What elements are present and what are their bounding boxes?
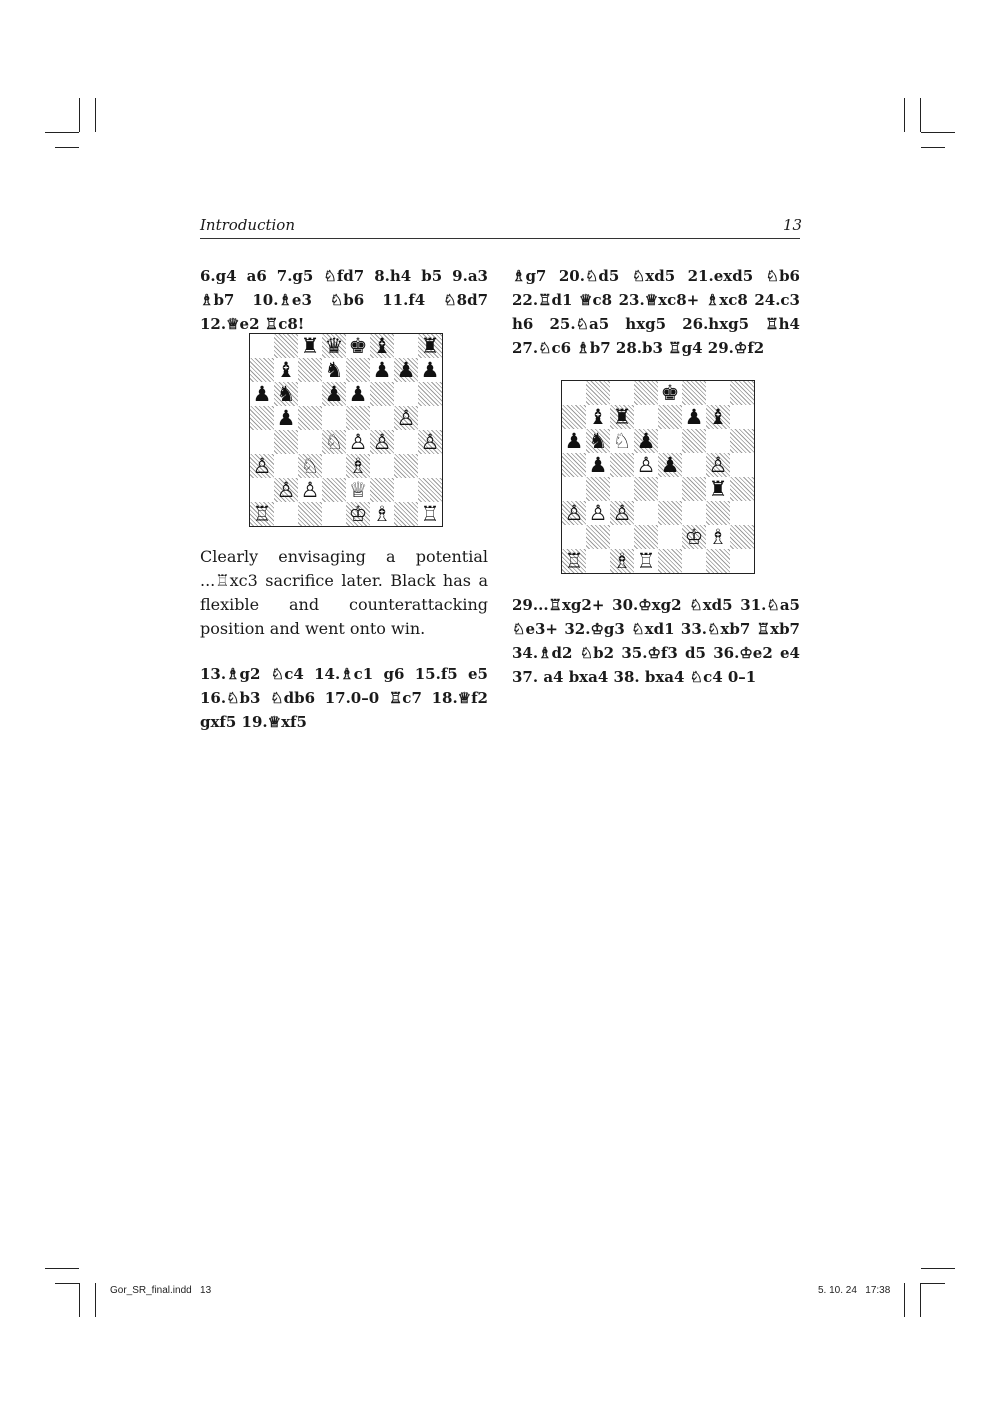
white-king-icon: ♔ [346, 502, 370, 526]
board-square [370, 406, 394, 430]
board-square [418, 478, 442, 502]
black-pawn-icon: ♟ [370, 358, 394, 382]
board-square [634, 381, 658, 405]
board-square [394, 430, 418, 454]
chess-diagram [249, 333, 443, 527]
black-pawn-icon: ♟ [346, 382, 370, 406]
board-square [562, 381, 586, 405]
black-bishop-icon: ♝ [586, 405, 610, 429]
board-square [370, 382, 394, 406]
board-square [418, 406, 442, 430]
black-bishop-icon: ♝ [370, 334, 394, 358]
crop-mark [45, 1268, 79, 1269]
board-square [658, 405, 682, 429]
white-queen-icon: ♕ [346, 478, 370, 502]
slug-date-info: 5. 10. 24 17:38 [818, 1285, 891, 1296]
board-square [610, 381, 634, 405]
board-square [658, 525, 682, 549]
board-square [346, 406, 370, 430]
board-square [394, 502, 418, 526]
board-square [658, 429, 682, 453]
crop-mark [921, 1268, 955, 1269]
black-knight-icon: ♞ [322, 358, 346, 382]
board-square [250, 406, 274, 430]
board-square [730, 381, 754, 405]
white-pawn-icon: ♙ [346, 430, 370, 454]
black-queen-icon: ♛ [322, 334, 346, 358]
header-rule [200, 238, 800, 239]
black-pawn-icon: ♟ [418, 358, 442, 382]
left-column-prose [200, 545, 488, 641]
right-column-moves [512, 593, 800, 689]
white-pawn-icon: ♙ [634, 453, 658, 477]
crop-mark [79, 98, 80, 132]
crop-mark [921, 1283, 945, 1284]
board-square [730, 429, 754, 453]
board-square [418, 454, 442, 478]
move-text: 13.♗g2 ♘c4 14.♗c1 g6 15.f5 e5 16.♘b3 ♘db6 17.0–0 ♖c7 18.♕f2 gxf5 19.♕xf5 [200, 665, 488, 731]
black-pawn-icon: ♟ [250, 382, 274, 406]
board-square [658, 477, 682, 501]
board-square [730, 525, 754, 549]
white-bishop-icon: ♗ [610, 549, 634, 573]
board-square [730, 453, 754, 477]
black-pawn-icon: ♟ [562, 429, 586, 453]
white-rook-icon: ♖ [562, 549, 586, 573]
board-square [634, 405, 658, 429]
board-square [586, 477, 610, 501]
board-square [322, 406, 346, 430]
black-king-icon: ♚ [346, 334, 370, 358]
white-pawn-icon: ♙ [298, 478, 322, 502]
white-pawn-icon: ♙ [370, 430, 394, 454]
board-square [394, 382, 418, 406]
board-square [730, 405, 754, 429]
board-square [634, 525, 658, 549]
white-rook-icon: ♖ [634, 549, 658, 573]
white-knight-icon: ♘ [322, 430, 346, 454]
board-square [346, 358, 370, 382]
crop-mark [95, 1283, 96, 1317]
board-square [370, 478, 394, 502]
board-square [658, 501, 682, 525]
board-square [274, 334, 298, 358]
crop-mark [920, 1283, 921, 1317]
board-square [682, 381, 706, 405]
black-pawn-icon: ♟ [658, 453, 682, 477]
board-square [394, 454, 418, 478]
white-knight-icon: ♘ [298, 454, 322, 478]
board-square [394, 478, 418, 502]
crop-mark [95, 98, 96, 132]
board-square [682, 501, 706, 525]
board-square [250, 334, 274, 358]
chess-diagram [561, 380, 755, 574]
crop-mark [920, 98, 921, 132]
board-square [322, 454, 346, 478]
black-knight-icon: ♞ [586, 429, 610, 453]
move-text: 6.g4 a6 7.g5 ♘fd7 8.h4 b5 9.a3 ♗b7 10.♗e3 ♘b6 11.f4 ♘8d7 12.♕e2 ♖c8! [200, 267, 488, 333]
white-king-icon: ♔ [682, 525, 706, 549]
black-bishop-icon: ♝ [274, 358, 298, 382]
white-pawn-icon: ♙ [418, 430, 442, 454]
board-square [322, 502, 346, 526]
black-rook-icon: ♜ [706, 477, 730, 501]
black-pawn-icon: ♟ [682, 405, 706, 429]
white-pawn-icon: ♙ [274, 478, 298, 502]
black-king-icon: ♚ [658, 381, 682, 405]
black-rook-icon: ♜ [298, 334, 322, 358]
annotation-paragraph: Clearly envisaging a potential ...♖xc3 sacrifice later. Black has a flexible and counterattacking position and went onto win. [200, 547, 488, 638]
board-square [250, 478, 274, 502]
board-square [610, 525, 634, 549]
board-square [298, 502, 322, 526]
board-square [586, 381, 610, 405]
crop-mark [921, 132, 955, 133]
crop-mark [45, 132, 79, 133]
crop-mark [904, 1283, 905, 1317]
board-square [682, 549, 706, 573]
board-square [562, 477, 586, 501]
board-square [634, 501, 658, 525]
slug-file-info: Gor_SR_final.indd 13 [110, 1285, 212, 1296]
board-square [418, 382, 442, 406]
board-square [274, 454, 298, 478]
board-square [562, 453, 586, 477]
move-text: 29...♖xg2+ 30.♔xg2 ♘xd5 31.♘a5 ♘e3+ 32.♔g3 ♘xd1 33.♘xb7 ♖xb7 34.♗d2 ♘b2 35.♔f3 d5 36.♔e2 e4 37. a4 bxa4 38. bxa4 ♘c4 0–1 [512, 596, 800, 686]
board-square [610, 477, 634, 501]
right-column [512, 264, 800, 360]
page-number: 13 [783, 216, 803, 234]
white-pawn-icon: ♙ [394, 406, 418, 430]
board-square [586, 549, 610, 573]
board-square [250, 430, 274, 454]
board-square [370, 454, 394, 478]
black-knight-icon: ♞ [274, 382, 298, 406]
crop-mark [55, 1283, 79, 1284]
black-rook-icon: ♜ [418, 334, 442, 358]
board-square [394, 334, 418, 358]
board-square [298, 358, 322, 382]
board-square [706, 381, 730, 405]
board-square [634, 477, 658, 501]
left-column [200, 264, 488, 336]
crop-mark [921, 147, 945, 148]
black-pawn-icon: ♟ [274, 406, 298, 430]
board-square [298, 430, 322, 454]
white-bishop-icon: ♗ [706, 525, 730, 549]
board-square [322, 478, 346, 502]
board-square [706, 501, 730, 525]
crop-mark [55, 147, 79, 148]
white-bishop-icon: ♗ [370, 502, 394, 526]
board-square [274, 430, 298, 454]
board-square [706, 429, 730, 453]
white-pawn-icon: ♙ [610, 501, 634, 525]
board-square [682, 477, 706, 501]
board-square [730, 501, 754, 525]
board-square [274, 502, 298, 526]
move-text: ♗g7 20.♘d5 ♘xd5 21.exd5 ♘b6 22.♖d1 ♕c8 23.♕xc8+ ♗xc8 24.c3 h6 25.♘a5 hxg5 26.hxg5 ♖h4 27.♘c6 ♗b7 28.b3 ♖g4 29.♔f2 [512, 267, 800, 357]
board-square [562, 405, 586, 429]
left-column-moves [200, 662, 488, 734]
board-square [682, 453, 706, 477]
board-square [298, 382, 322, 406]
board-square [298, 406, 322, 430]
white-rook-icon: ♖ [418, 502, 442, 526]
board-square [658, 549, 682, 573]
board-square [730, 549, 754, 573]
white-bishop-icon: ♗ [346, 454, 370, 478]
board-square [682, 429, 706, 453]
board-square [586, 525, 610, 549]
black-pawn-icon: ♟ [394, 358, 418, 382]
board-square [610, 453, 634, 477]
black-pawn-icon: ♟ [634, 429, 658, 453]
crop-mark [904, 98, 905, 132]
board-square [562, 525, 586, 549]
white-pawn-icon: ♙ [562, 501, 586, 525]
black-pawn-icon: ♟ [586, 453, 610, 477]
board-square [250, 358, 274, 382]
white-pawn-icon: ♙ [706, 453, 730, 477]
black-bishop-icon: ♝ [706, 405, 730, 429]
board-square [730, 477, 754, 501]
white-rook-icon: ♖ [250, 502, 274, 526]
black-pawn-icon: ♟ [322, 382, 346, 406]
board-square [706, 549, 730, 573]
crop-mark [79, 1283, 80, 1317]
white-knight-icon: ♘ [610, 429, 634, 453]
white-pawn-icon: ♙ [586, 501, 610, 525]
running-header-title: Introduction [200, 216, 295, 234]
black-rook-icon: ♜ [610, 405, 634, 429]
white-pawn-icon: ♙ [250, 454, 274, 478]
